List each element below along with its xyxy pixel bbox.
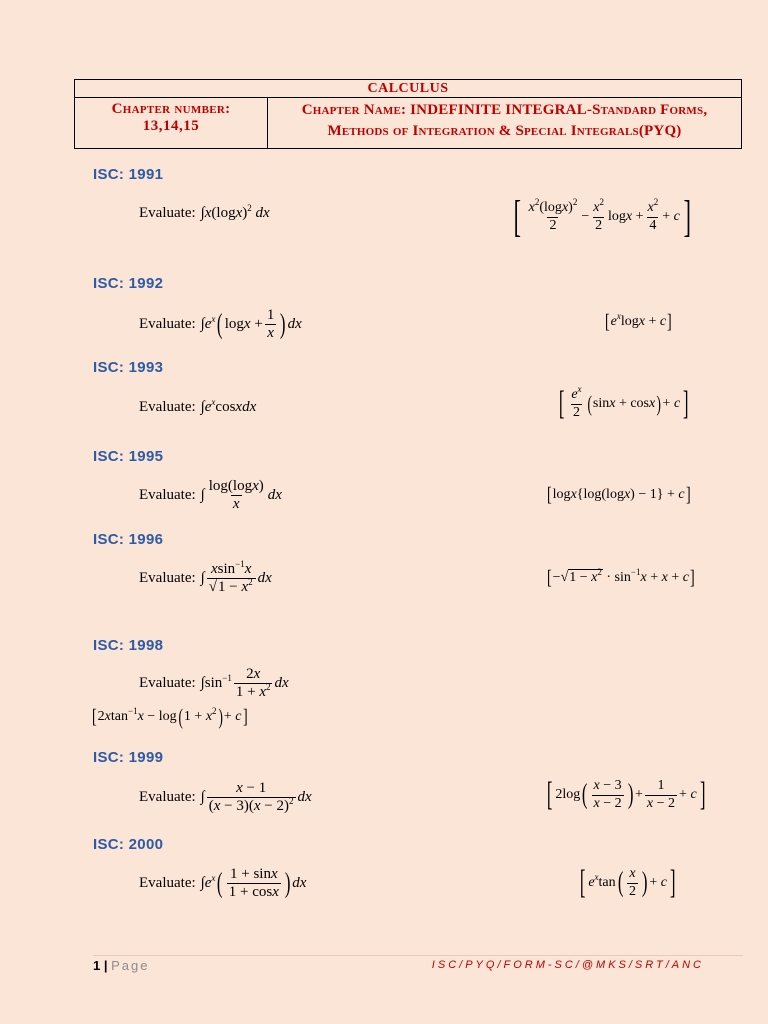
- question-expression: Evaluate: $\int x(\log x)^2$ dx: [139, 203, 270, 221]
- subject-title: CALCULUS: [75, 80, 742, 98]
- question-year: ISC: 1992: [93, 275, 164, 292]
- question-expression: Evaluate: $\int\sin^{-1}$ $\frac{2x}{1 + x^2}$ dx: [139, 666, 289, 701]
- question-year: ISC: 1995: [93, 448, 164, 465]
- question-year: ISC: 1991: [93, 166, 164, 183]
- chapter-name-line-2: Methods of Integration & Special Integrals(PYQ): [327, 123, 682, 139]
- question-year: ISC: 1993: [93, 359, 164, 376]
- chapter-name-cell: [268, 98, 742, 149]
- question-expression: Evaluate: ∫ $\frac{x - 1}{(x - 3)(x - 2)^2}$ dx: [139, 780, 312, 815]
- footer-divider: [93, 955, 743, 956]
- evaluate-label: Evaluate:: [139, 316, 196, 333]
- page-number: 1: [93, 958, 101, 973]
- question-year: ISC: 2000: [93, 836, 164, 853]
- page-word: Page: [111, 958, 150, 973]
- answer-expression: [ $\frac{e^x}{2}$ ( sinx + cosx ) + c ]: [558, 384, 689, 422]
- question-year: ISC: 1999: [93, 749, 164, 766]
- page-separator: |: [103, 958, 108, 973]
- question-expression: Evaluate: $\int e^x$ ( logx + $\frac{1}{x}$ ) dx: [139, 307, 302, 342]
- evaluate-label: Evaluate:: [139, 875, 196, 892]
- chapter-number-cell: [75, 98, 268, 149]
- evaluate-label: Evaluate:: [139, 675, 196, 692]
- answer-expression: [ 2log ( $\frac{x - 3}{x - 2}$ ) + $\frac{1}{x - 2}$ + c ]: [546, 776, 706, 813]
- answer-expression: [ $e^x\tan$ ( $\frac{x}{2}$ ) + c ]: [579, 864, 676, 901]
- footer-tagline: ISC/PYQ/FORM-SC/@MKS/SRT/ANC: [431, 959, 704, 971]
- evaluate-label: Evaluate:: [139, 487, 196, 504]
- evaluate-label: Evaluate:: [139, 570, 196, 587]
- page-footer-left: [93, 958, 150, 973]
- chapter-number-value: 13,14,15: [142, 118, 200, 134]
- chapter-name-line-1: Chapter Name: INDEFINITE INTEGRAL-Standard Forms,: [301, 102, 708, 118]
- evaluate-label: Evaluate:: [139, 789, 196, 806]
- answer-expression: [ $-√1 - x^2 \cdot \sin^{-1}x + x + c$ ]: [547, 567, 695, 589]
- question-year: ISC: 1998: [93, 637, 164, 654]
- question-year: ISC: 1996: [93, 531, 164, 548]
- answer-expression: [ $e^x\log x + c$ ]: [605, 311, 672, 333]
- question-expression: Evaluate: ∫ $\frac{\log(\log x)}{x}$ dx: [139, 478, 282, 513]
- evaluate-label: Evaluate:: [139, 399, 196, 415]
- evaluate-label: Evaluate:: [139, 205, 196, 221]
- question-expression: Evaluate: $\int e^x$ ( $\frac{1 + \sin x}{1 + \cos x}$ ) dx: [139, 866, 307, 901]
- chapter-number-label: Chapter number:: [111, 101, 231, 117]
- chapter-header-table: [74, 79, 742, 149]
- answer-expression: [ logx{log(logx) − 1} + c ]: [547, 484, 691, 506]
- answer-expression: [ 2xtan$^{-1}$x − log ( $1 + x^2$ ) + c ]: [92, 704, 248, 729]
- question-expression: Evaluate: ∫ $\frac{xsin^{-1}x}{√1 - x^2}$ dx: [139, 559, 272, 596]
- answer-expression: [ $\frac{x^2(\log x)^2}{2}$ − $\frac{x^2}{2}$ logx + $\frac{x^2}{4}$ + c ]: [513, 192, 691, 241]
- question-expression: Evaluate: $\int e^xcosxdx$: [139, 397, 257, 415]
